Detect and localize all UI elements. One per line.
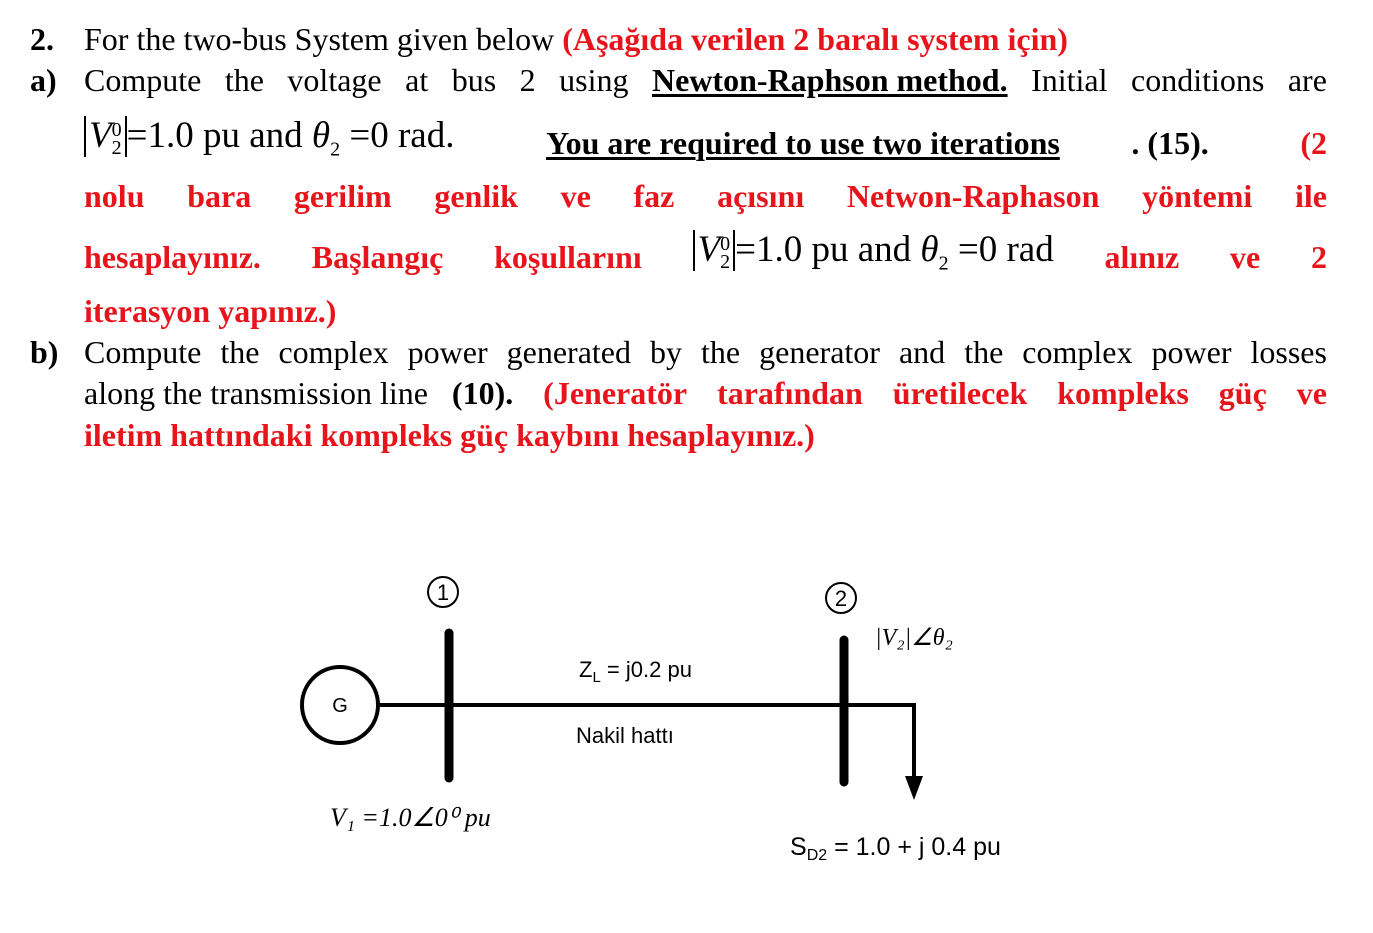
word: ve <box>560 178 591 214</box>
word: Başlangıç <box>311 238 444 275</box>
word: tarafından <box>717 375 863 411</box>
demand-value: = 1.0 + j 0.4 pu <box>827 833 1001 861</box>
theta-subscript: 2 <box>938 252 949 275</box>
word: at <box>405 62 429 98</box>
word: güç <box>1218 375 1267 411</box>
part-b-turkish-line-2: iletim hattındaki kompleks güç kaybını hesaplayınız.) <box>84 417 815 453</box>
word: hesaplayınız. <box>84 238 261 275</box>
word: are <box>1287 62 1327 98</box>
word: ve <box>1229 238 1261 275</box>
word: bus <box>451 62 497 98</box>
equation-part-1: =1.0 pu and <box>126 115 303 156</box>
word: (Jeneratör <box>543 375 688 411</box>
question-number: 2. <box>30 21 54 57</box>
part-b-label: b) <box>30 334 59 370</box>
word: üretilecek <box>892 375 1028 411</box>
word: voltage <box>287 62 382 98</box>
load-demand-label <box>790 833 1001 864</box>
word: Compute <box>84 62 202 98</box>
bus-2-voltage-label: |V₂|∠θ₂ <box>875 625 953 651</box>
line-impedance-label <box>579 657 692 686</box>
demand-subscript: D2 <box>806 847 828 864</box>
part-a-marks: . (15). <box>1131 124 1209 161</box>
theta-subscript: 2 <box>330 138 341 161</box>
voltage-symbol: V <box>697 229 721 270</box>
voltage-symbol: V <box>89 115 112 156</box>
word: 2 <box>519 62 536 98</box>
word: Compute <box>84 334 202 370</box>
word: nolu <box>84 178 145 214</box>
word: faz <box>633 178 675 214</box>
bus-1-voltage-label: V₁ =1.0∠0⁰ pu <box>330 803 491 832</box>
part-b-line-2-english: along the transmission line <box>84 375 428 411</box>
part-a-label: a) <box>30 62 57 98</box>
word: alınız <box>1104 238 1180 275</box>
question-2-turkish: (Aşağıda verilen 2 baralı system için) <box>562 21 1068 57</box>
equation-part-2: =0 rad <box>349 115 446 156</box>
word: the <box>964 334 1004 370</box>
word: conditions <box>1131 62 1265 98</box>
voltage-superscript: 0 <box>111 118 122 141</box>
word: genlik <box>434 178 518 214</box>
requirement-text: You are required to use two iterations <box>546 124 1060 161</box>
method-name: Newton-Raphson method. <box>652 62 1008 98</box>
word: yöntemi <box>1142 178 1253 214</box>
voltage-superscript: 0 <box>720 232 731 255</box>
generator-label: G <box>332 695 348 717</box>
period: . <box>445 115 455 156</box>
part-a-turkish-start: (2 <box>1300 124 1327 161</box>
part-a-turkish-line-3-text: iterasyon yapınız.) <box>84 293 337 329</box>
theta-symbol: θ <box>920 229 939 270</box>
word: koşullarını <box>494 238 642 275</box>
word: kompleks <box>1057 375 1189 411</box>
question-2-english: For the two-bus System given below <box>84 21 555 57</box>
word: complex <box>278 334 389 370</box>
impedance-subscript: L <box>592 669 601 686</box>
word: by <box>650 334 683 370</box>
word: losses <box>1250 334 1327 370</box>
word: bara <box>187 178 252 214</box>
word: the <box>224 62 264 98</box>
word: ve <box>1296 375 1327 411</box>
line-name-label: Nakil hattı <box>576 723 674 748</box>
equation-part-1: =1.0 pu and <box>735 229 912 270</box>
word: generated <box>506 334 631 370</box>
bus-1-number: 1 <box>436 580 450 605</box>
impedance-symbol: Z <box>579 657 593 682</box>
word: power <box>407 334 488 370</box>
word: Initial <box>1031 62 1108 98</box>
word: using <box>559 62 629 98</box>
word: power <box>1151 334 1232 370</box>
load-arrow-icon <box>905 776 923 800</box>
theta-symbol: θ <box>311 115 331 156</box>
voltage-subscript: 2 <box>720 250 731 273</box>
demand-symbol: S <box>790 833 807 861</box>
bus-2-number: 2 <box>834 586 848 611</box>
word: 2 <box>1310 238 1327 275</box>
impedance-value: = j0.2 pu <box>600 657 692 682</box>
word: the <box>220 334 260 370</box>
word: generator <box>759 334 880 370</box>
word: complex <box>1022 334 1133 370</box>
word: ile <box>1295 178 1327 214</box>
word: açısını <box>717 178 805 214</box>
equation-part-2: =0 rad <box>957 229 1054 270</box>
part-b-marks: (10). <box>451 375 514 411</box>
word: the <box>701 334 741 370</box>
voltage-subscript: 2 <box>111 136 122 159</box>
word: Netwon-Raphason <box>846 178 1100 214</box>
word: gerilim <box>293 178 392 214</box>
word: and <box>898 334 946 370</box>
